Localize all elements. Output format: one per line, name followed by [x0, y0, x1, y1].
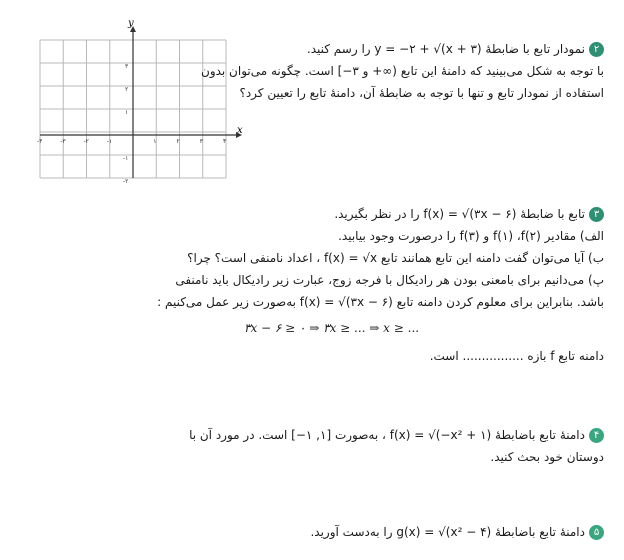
x-tick-label: -۲ [83, 138, 89, 145]
problem-2-line-2: با توجه به شکل می‌بینید که دامنهٔ این تابع (∞+ و ۳−] است. چگونه می‌توان بدون [201, 64, 604, 78]
problem-3 [44, 203, 604, 367]
x-tick-label: -۴ [37, 138, 43, 145]
problem-4 [44, 424, 604, 468]
x-tick-labels [37, 138, 226, 145]
problem-number-badge: ۳ [589, 207, 604, 222]
x-axis-label: x [237, 125, 243, 136]
x-tick-label: ۴ [223, 138, 227, 145]
x-tick-label: ۳ [199, 138, 203, 145]
problem-2-line-3: استفاده از نمودار تابع و تنها با توجه به ضابطهٔ آن، دامنهٔ تابع را تعیین کرد؟ [239, 86, 604, 100]
problem-5 [44, 521, 604, 543]
problem-number-badge: ۵ [589, 525, 604, 540]
x-tick-label: ۱ [153, 138, 157, 145]
problem-number-badge: ۴ [589, 428, 604, 443]
problem-3-line-5: باشد. بنابراین برای معلوم کردن دامنه تابع f(x) = √(۳x − ۶) به‌صورت زیر عمل می‌کنیم : [157, 295, 604, 309]
problem-3-line-2: الف) مقادیر f(۱) ،f(۲) و f(۳) را درصورت وجود بیابید. [338, 229, 604, 243]
problem-number-badge: ۲ [589, 42, 604, 57]
problem-2-line-1: ۲نمودار تابع با ضابطهٔ y = −۲ + √(x + ۳) را رسم کنید. [224, 38, 604, 60]
y-tick-labels [123, 63, 129, 185]
problem-5-line-1: ۵دامنهٔ تابع باضابطهٔ g(x) = √(x² − ۴) را به‌دست آورید. [44, 521, 604, 543]
y-tick-label: ۳ [125, 63, 129, 70]
y-tick-label: ۲ [125, 86, 129, 93]
y-tick-label: -۲ [123, 178, 129, 185]
y-axis-label: y [128, 18, 134, 29]
problem-4-line-2: دوستان خود بحث کنید. [490, 450, 604, 464]
problem-3-answer-line: دامنه تابع f بازه ................ است. [429, 349, 604, 363]
problem-3-line-1: ۳تابع با ضابطهٔ f(x) = √(۳x − ۶) را در نظر بگیرید. [44, 203, 604, 225]
x-tick-label: -۱ [106, 138, 113, 145]
problem-3-line-3: ب) آیا می‌توان گفت دامنه این تابع همانند تابع f(x) = √x ، اعداد نامنفی است؟ چرا؟ [187, 251, 604, 265]
coordinate-grid [28, 18, 243, 185]
y-tick-label: ۱ [125, 109, 129, 116]
x-tick-label: ۲ [176, 138, 180, 145]
x-tick-label: -۳ [60, 138, 66, 145]
y-tick-label: -۱ [123, 155, 129, 162]
problem-3-derivation: ۳x − ۶ ≥ ۰ ⇒ ۳x ≥ ... ⇒ x ≥ ... [244, 321, 420, 335]
problem-3-line-4: پ) می‌دانیم برای بامعنی بودن هر رادیکال با فرجه زوج، عبارت زیر رادیکال باید نامنفی [175, 273, 604, 287]
problem-2 [201, 38, 604, 104]
problem-4-line-1: ۴دامنهٔ تابع باضابطهٔ f(x) = √(−x² + ۱) ، به‌صورت [۱, ۱−] است. در مورد آن با [44, 424, 604, 446]
